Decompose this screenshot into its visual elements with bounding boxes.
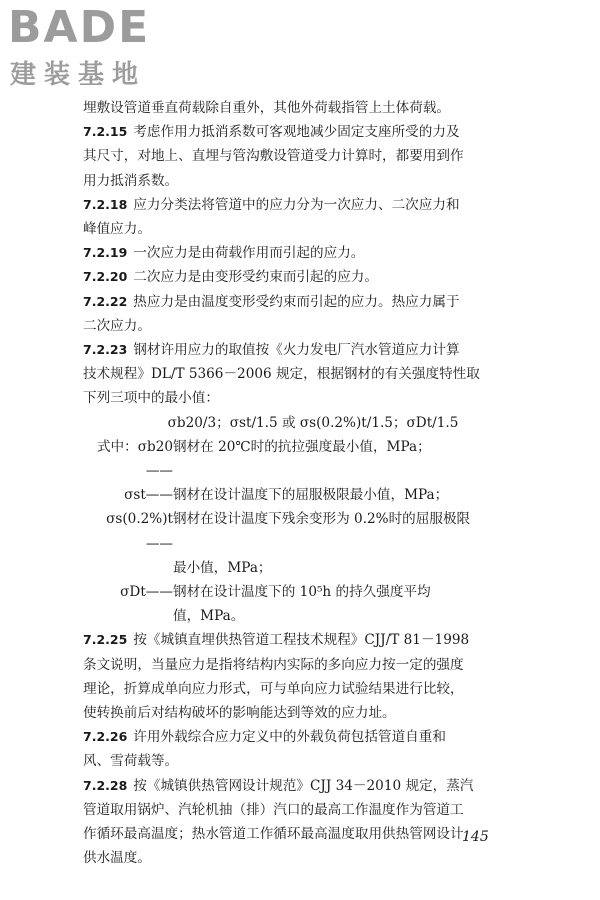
text-line: 峰值应力。 bbox=[83, 221, 151, 238]
logo-brand: BADE bbox=[8, 2, 151, 53]
definition-text: 钢材在设计温度下的屈服极限最小值，MPa； bbox=[173, 487, 449, 504]
definition-text: 钢材在设计温度下的 10⁵h 的持久强度平均 bbox=[173, 584, 431, 601]
text-line: 供水温度。 bbox=[83, 850, 151, 867]
definition-symbol bbox=[83, 604, 173, 628]
clause-line bbox=[83, 628, 513, 652]
logo-subtitle: 建装基地 bbox=[10, 60, 147, 90]
clause-text: 应力分类法将管道中的应力分为一次应力、二次应力和 bbox=[133, 196, 460, 213]
text-line: 下列三项中的最小值： bbox=[83, 390, 219, 407]
definition-symbol: σst—— bbox=[124, 487, 173, 504]
definition-symbol bbox=[83, 556, 173, 580]
clause-line bbox=[83, 774, 513, 798]
definition-row bbox=[83, 580, 513, 604]
clauses-block-1 bbox=[83, 96, 513, 411]
clause-text: 按《城镇直埋供热管道工程技术规程》CJJ/T 81－1998 bbox=[133, 632, 470, 649]
clause-number: 7.2.18 bbox=[83, 196, 128, 212]
definition-symbol: σs(0.2%)t—— bbox=[106, 511, 173, 552]
text-line: 其尺寸，对地上、直埋与管沟敷设管道受力计算时，都要用到作 bbox=[83, 148, 464, 165]
text-line: 作循环最高温度；热水管道工作循环最高温度取用供热管网设计 bbox=[83, 826, 464, 843]
clauses-block-2 bbox=[83, 628, 513, 870]
clause-line bbox=[83, 290, 513, 314]
clause-text: 二次应力是由变形受约束而引起的应力。 bbox=[133, 269, 378, 286]
clause-number: 7.2.23 bbox=[83, 342, 128, 358]
clause-text: 热应力是由温度变形受约束而引起的应力。热应力属于 bbox=[133, 293, 460, 310]
clause-text: 一次应力是由荷载作用而引起的应力。 bbox=[133, 245, 365, 262]
page-content bbox=[83, 96, 513, 871]
clause-line bbox=[83, 338, 513, 362]
clause-line bbox=[83, 725, 513, 749]
clause-number: 7.2.15 bbox=[83, 124, 128, 140]
clause-number: 7.2.20 bbox=[83, 269, 128, 285]
text-line: 用力抵消系数。 bbox=[83, 172, 179, 189]
clause-line bbox=[83, 120, 513, 144]
clause-text: 按《城镇供热管网设计规范》CJJ 34－2010 规定，蒸汽 bbox=[133, 777, 474, 794]
text-line: 使转换前后对结构破坏的影响能达到等效的应力址。 bbox=[83, 705, 396, 722]
definition-row bbox=[83, 604, 513, 628]
text-line: 理论，折算成单向应力形式，可与单向应力试验结果进行比较， bbox=[83, 680, 464, 697]
definition-text: 钢材在 20℃时的抗拉强度最小值，MPa； bbox=[173, 438, 431, 455]
clause-text: 考虑作用力抵消系数可客观地减少固定支座所受的力及 bbox=[133, 124, 460, 141]
definition-symbol: σDt—— bbox=[120, 584, 173, 601]
definition-text: 值，MPa。 bbox=[173, 608, 245, 625]
clause-number: 7.2.25 bbox=[83, 632, 128, 648]
text-line: 技术规程》DL/T 5366－2006 规定，根据钢材的有关强度特性取 bbox=[83, 366, 480, 383]
clause-number: 7.2.26 bbox=[83, 729, 128, 745]
definition-text: 最小值，MPa； bbox=[173, 559, 272, 576]
definition-text: 钢材在设计温度下残余变形为 0.2%时的屈服极限 bbox=[173, 511, 471, 528]
clause-number: 7.2.22 bbox=[83, 293, 128, 309]
formula: σb20/3；σst/1.5 或 σs(0.2%)t/1.5；σDt/1.5 bbox=[167, 414, 459, 431]
definition-row bbox=[83, 483, 513, 507]
clause-text: 许用外载综合应力定义中的外载负荷包括管道自重和 bbox=[133, 729, 446, 746]
text-line: 埋敷设管道垂直荷载除自重外，其他外荷载指管上土体荷载。 bbox=[83, 100, 451, 116]
clause-number: 7.2.28 bbox=[83, 777, 128, 793]
text-line: 管道取用锅炉、汽轮机抽（排）汽口的最高工作温度作为管道工 bbox=[83, 801, 464, 818]
clause-line bbox=[83, 193, 513, 217]
definition-row bbox=[83, 435, 513, 483]
text-line: 风、雪荷载等。 bbox=[83, 753, 179, 770]
page-number: 145 bbox=[462, 829, 489, 845]
clause-line bbox=[83, 265, 513, 289]
formula-definitions bbox=[83, 435, 513, 629]
clause-line bbox=[83, 241, 513, 265]
definition-symbol: 式中：σb20—— bbox=[96, 438, 173, 480]
definition-row bbox=[83, 556, 513, 580]
text-line: 条文说明，当量应力是指将结构内实际的多向应力按一定的强度 bbox=[83, 656, 464, 673]
text-line: 二次应力。 bbox=[83, 317, 151, 334]
clause-text: 钢材许用应力的取值按《火力发电厂汽水管道应力计算 bbox=[133, 342, 460, 359]
logo bbox=[8, 4, 208, 96]
clause-number: 7.2.19 bbox=[83, 245, 128, 261]
definition-row bbox=[83, 507, 513, 555]
